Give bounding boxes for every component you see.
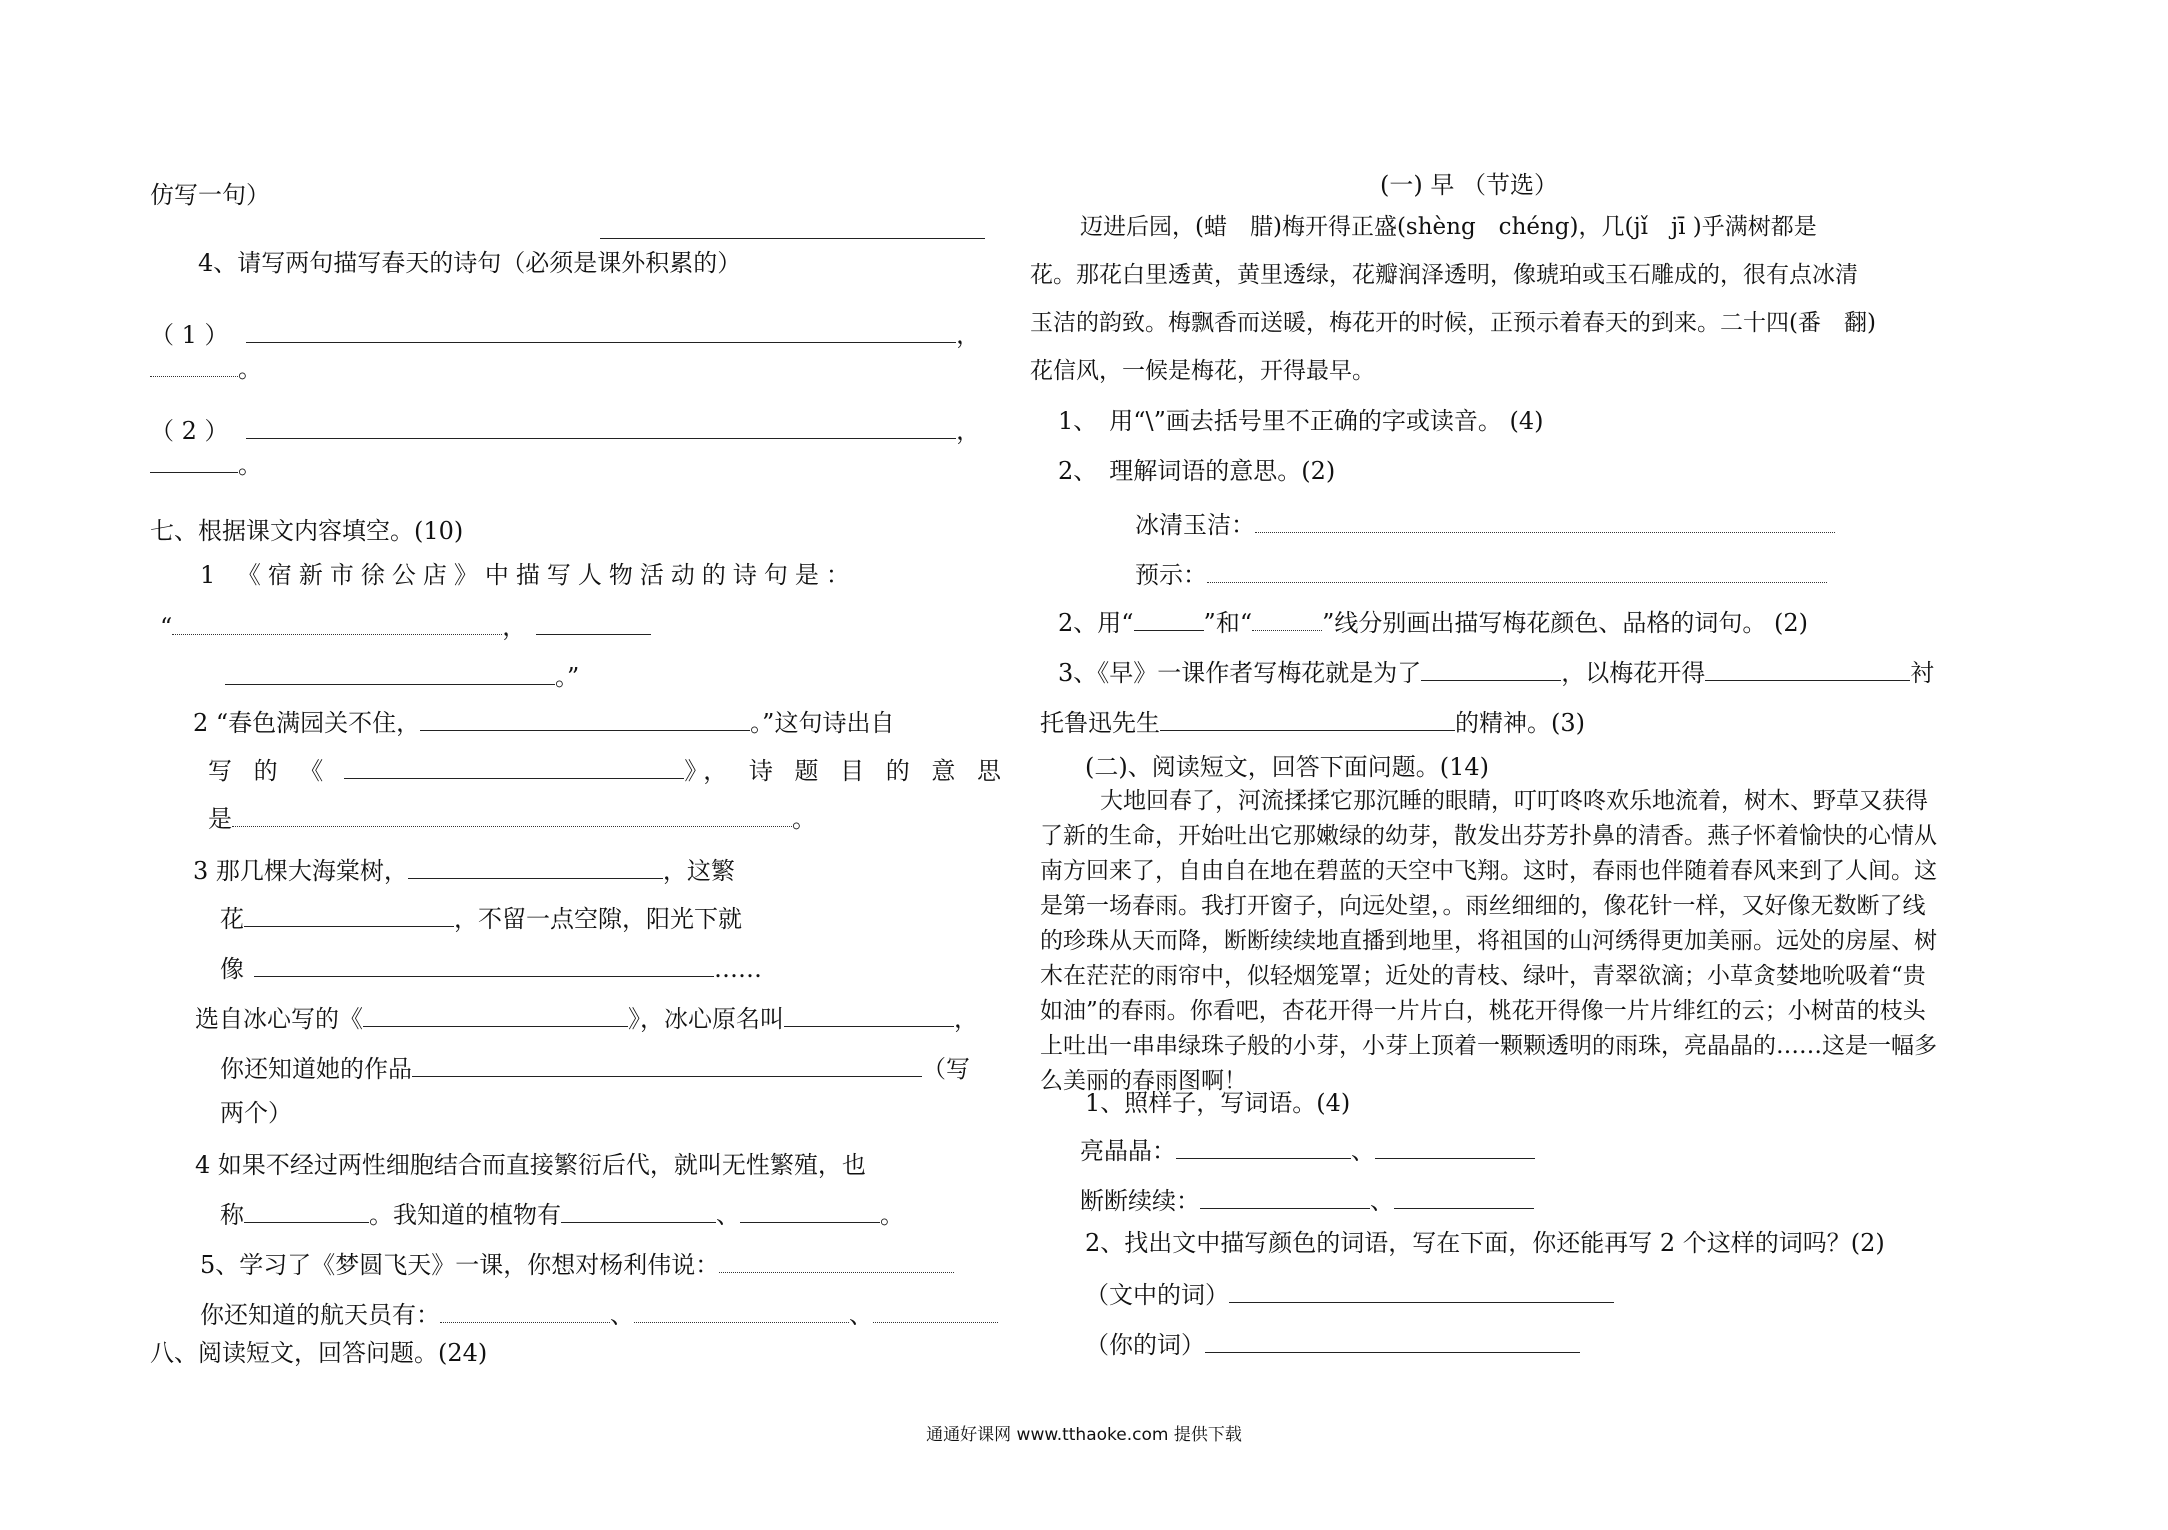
q-text: 冰清玉洁： [1135,511,1255,539]
answer-blank[interactable] [561,1196,716,1223]
q-text: 2、找出文中描写颜色的词语，写在下面，你还能再写 2 个这样的词吗？(2) [1085,1229,1885,1257]
p1-line-2 [1030,258,1858,292]
p1-q3 [1058,604,1808,640]
answer-blank[interactable] [408,852,663,879]
p2-q2-a [1085,1276,1614,1312]
s7-q3 [193,852,735,888]
p1-q2-b [1135,556,1827,592]
q-text: 。”这句诗出自 [750,709,895,737]
answer-blank[interactable] [600,212,985,239]
q-text: 称 [220,1201,244,1229]
answer-blank[interactable] [172,608,502,635]
q-text: 2 “春色满园关不住， [193,709,421,737]
section-title: 八、阅读短文，回答问题。(24) [150,1339,488,1367]
passage-2-title [1085,750,1489,784]
q-text: 2、 理解词语的意思。(2) [1058,457,1336,485]
q4-item-2 [150,412,980,448]
passage-title: (一) 早 （节选） [1380,171,1558,199]
q-text: 3、《早》一课作者写梅花就是为了 [1058,659,1422,687]
answer-blank[interactable] [420,704,750,731]
q-text: 托鲁迅先生 [1040,709,1160,737]
q-text: 你还知道她的作品 [220,1055,412,1083]
s7-q3-c [220,950,762,986]
answer-blank[interactable] [1375,1132,1535,1159]
passage-text: 迈进后园，(蜡 腊)梅开得正盛(shèng chéng)，几(jǐ jī )乎满树都是 [1080,214,1817,240]
p1-q4 [1058,654,1934,690]
answer-blank[interactable] [719,1246,954,1273]
left-line-1 [150,178,270,212]
q-text: 写 的 《 [208,757,331,785]
q-text: 两个） [220,1099,292,1127]
q-text: 3 那几棵大海棠树， [193,857,408,885]
s7-q1 [200,558,857,592]
answer-blank[interactable] [1207,556,1827,583]
p1-q4-b [1040,704,1585,740]
s7-q3-e [220,1050,970,1086]
s7-q3-d [195,1000,978,1036]
item-number: （ 1 ） [150,321,229,349]
q-text: 5、学习了《梦圆飞天》一课，你想对杨利伟说： [200,1251,720,1279]
answer-blank[interactable] [225,658,555,685]
separator: 、 [610,1301,634,1329]
period: 。 [792,805,816,833]
q-text: 像 [220,955,244,983]
comma: ， [502,613,527,641]
q-text: 衬 [1910,659,1935,687]
q-text: 亮晶晶： [1080,1137,1176,1165]
s7-q5-b [200,1296,998,1332]
passage-text: 玉洁的韵致。梅飘香而送暖，梅花开的时候，正预示着春天的到来。二十四(番 翻) [1030,310,1876,336]
answer-blank[interactable] [232,800,792,827]
p2-q2 [1085,1226,1885,1260]
q-text: 4 如果不经过两性细胞结合而直接繁衍后代，就叫无性繁殖，也 [195,1151,866,1179]
passage-text: 花信风，一候是梅花，开得最早。 [1030,358,1375,384]
s7-q3-b [220,900,742,936]
p1-q2-a [1135,506,1835,542]
p1-q1 [1058,404,1544,438]
q-text: （文中的词） [1085,1281,1229,1309]
left-line-1-blank[interactable] [600,212,985,248]
passage-2-text: 大地回春了，河流揉揉它那沉睡的眼睛，叮叮咚咚欢乐地流着，树木、野草又获得了新的生命，开始吐出它那嫩绿的幼芽，散发出芬芳扑鼻的清香。燕子怀着愉快的心情从南方回来了，自由自在地在碧蓝的天空中飞翔。这时，春雨也伴随着春风来到了人间。这是第一场春雨。我打开窗子，向远处望，。雨丝细细的，像花针一样，又好像无数断了线的珍珠从天而降，断断续续地直播到地里，将祖国的山河绣得更加美丽。远处的房屋、树木在茫茫的雨帘中，似轻烟笼罩；近处的青枝、绿叶，青翠欲滴；小草贪婪地吮吸着“贵如油”的春雨。你看吧，杏花开得一片片白，桃花开得像一片片绯红的云；小树苗的枝头上吐出一串串绿珠子般的小芽，小芽上顶着一颗颗透明的雨珠，亮晶晶的……这是一幅多么美丽的春雨图啊！ [1040,788,1937,1094]
answer-blank[interactable] [1205,1326,1580,1353]
p2-q2-b [1085,1326,1580,1362]
q4-item-1 [150,316,980,352]
answer-blank[interactable] [412,1050,922,1077]
s7-q2 [193,704,894,740]
answer-blank[interactable] [1160,704,1455,731]
q-text: （你的词） [1085,1331,1205,1359]
q4-text: 4、请写两句描写春天的诗句（必须是课外积累的） [198,249,742,277]
answer-blank[interactable] [1705,654,1910,681]
comma: ， [956,321,981,349]
answer-blank[interactable] [1176,1132,1351,1159]
answer-blank[interactable] [1421,654,1561,681]
line-sample-dotted [1252,604,1322,631]
footer-credit: 通通好课网 www.tthaoke.com 提供下载 [926,1425,1242,1445]
comma: ， [954,1005,978,1033]
q-text: 1、照样子，写词语。(4) [1085,1089,1351,1117]
answer-blank[interactable] [1200,1182,1370,1209]
answer-blank[interactable] [873,1296,998,1323]
separator: 、 [1351,1137,1375,1165]
s7-q3-f [220,1096,292,1130]
q-text: 是 [208,805,232,833]
period: 。 [880,1201,904,1229]
s7-q2-c [208,800,816,836]
q-text: 》，冰心原名叫 [628,1005,784,1033]
s7-q2-b [208,752,1008,788]
q-text: ，这繁 [662,857,735,885]
text: 仿写一句） [150,181,270,209]
section-title: 七、根据课文内容填空。(10) [150,517,464,545]
q-text: 选自冰心写的《 [195,1005,363,1033]
poem-blank-2[interactable] [246,412,956,439]
separator: 、 [849,1301,873,1329]
answer-blank[interactable] [634,1296,849,1323]
q4-heading [198,246,741,280]
answer-blank[interactable] [784,1000,954,1027]
answer-blank[interactable] [536,608,651,635]
p1-line-3 [1030,306,1876,340]
q-text: ”和“ [1203,609,1253,637]
answer-blank[interactable] [244,900,454,927]
s7-q4-b [220,1196,904,1232]
q-text: ，以梅花开得 [1561,659,1706,687]
separator: 、 [1370,1187,1394,1215]
period: 。 [238,451,262,479]
answer-blank[interactable] [254,950,714,977]
p1-line-4 [1030,354,1375,388]
passage-title: (二)、阅读短文，回答下面问题。(14) [1085,753,1489,781]
passage-text: 花。那花白里透黄，黄里透绿，花瓣润泽透明，像琥珀或玉石雕成的，很有点冰清 [1030,262,1858,288]
comma: ， [956,417,981,445]
quote: “ [160,613,173,641]
answer-blank[interactable] [244,1196,369,1223]
poem-blank-1b[interactable] [150,350,238,377]
q-text: 》， 诗 题 目 的 意 思 [684,757,1009,785]
answer-blank[interactable] [344,752,684,779]
q-text: （写 [922,1055,970,1083]
p1-q2 [1058,454,1335,488]
p1-line-1 [1080,210,1817,244]
item-number: （ 2 ） [150,417,229,445]
p2-q1-b [1080,1182,1534,1218]
answer-blank[interactable] [1394,1182,1534,1209]
answer-blank[interactable] [1229,1276,1614,1303]
poem-blank-2b[interactable] [150,446,238,473]
q-text: 2、用“ [1058,609,1134,637]
s7-q1-blanks [160,608,651,644]
s7-q4 [195,1148,866,1182]
answer-blank[interactable] [363,1000,628,1027]
q-text: 1 《宿新市徐公店》中描写人物活动的诗句是： [200,561,857,589]
separator: 、 [716,1201,740,1229]
q-text: 断断续续： [1080,1187,1200,1215]
section-7-title [150,514,463,548]
section-8-title [150,1336,487,1370]
q-text: 你还知道的航天员有： [200,1301,440,1329]
poem-blank-1[interactable] [246,316,956,343]
answer-blank[interactable] [1255,506,1835,533]
s7-q1-blank-2 [225,658,579,694]
q-text: ”线分别画出描写梅花颜色、品格的词句。 (2) [1322,609,1808,637]
s7-q5 [200,1246,954,1282]
period: 。 [238,355,262,383]
p2-q1-a [1080,1132,1535,1168]
q-text: …… [714,955,762,983]
quote-close: 。” [555,663,580,691]
q4-item-2-cont [150,446,262,482]
line-sample-solid [1134,604,1204,631]
q-text: 花 [220,905,244,933]
q-text: 预示： [1135,561,1207,589]
q-text: 。我知道的植物有 [369,1201,561,1229]
passage-1-title [1380,168,1558,202]
q-text: 1、 用“\”画去括号里不正确的字或读音。 (4) [1058,407,1544,435]
q-text: 的精神。(3) [1455,709,1585,737]
q4-item-1-cont [150,350,262,386]
answer-blank[interactable] [440,1296,610,1323]
p2-q1 [1085,1086,1350,1120]
q-text: ，不留一点空隙，阳光下就 [454,905,742,933]
answer-blank[interactable] [740,1196,880,1223]
